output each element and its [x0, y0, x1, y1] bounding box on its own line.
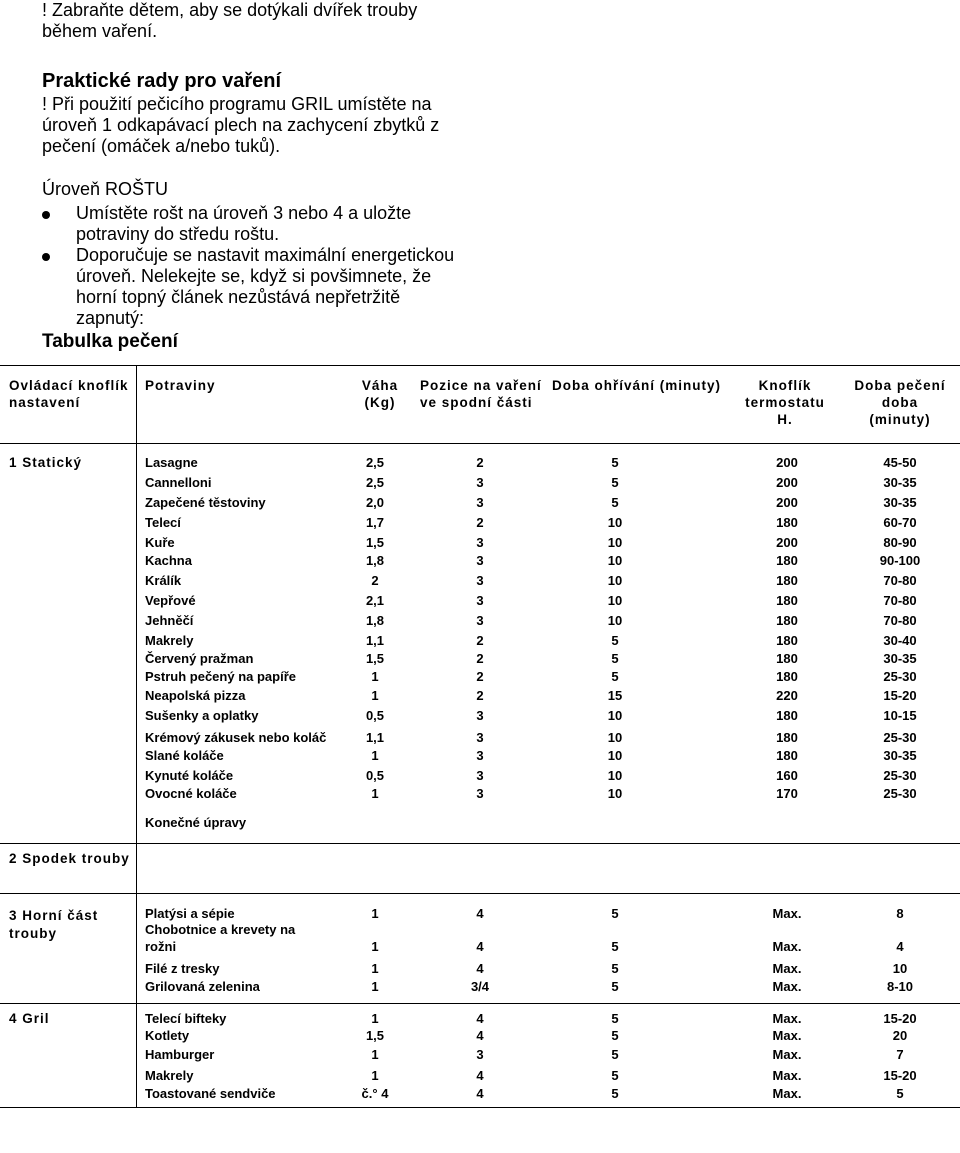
tip-line-1: ! Při použití pečicího programu GRIL umístěte na	[42, 94, 432, 114]
temp-cell: 180	[776, 748, 798, 763]
pre-cell: 10	[607, 613, 623, 628]
group-grill: 4 Gril	[9, 1011, 50, 1026]
group-top	[9, 907, 98, 943]
temp-cell: Max.	[772, 1086, 802, 1101]
pos-cell: 2	[476, 688, 484, 703]
temp-cell: 180	[776, 633, 798, 648]
header-control-line: nastavení	[9, 395, 81, 410]
weight-cell: 2	[371, 573, 379, 588]
time-cell: 70-80	[883, 613, 917, 628]
column-divider	[136, 365, 137, 1107]
temp-cell: 200	[776, 455, 798, 470]
bullet-icon	[42, 253, 50, 261]
weight-cell: 2,0	[365, 495, 385, 510]
pos-cell: 3	[476, 553, 484, 568]
food-cell: Sušenky a oplatky	[145, 708, 259, 723]
temp-cell: 160	[776, 768, 798, 783]
bullet2-line-4: zapnutý:	[76, 308, 145, 328]
temp-cell: Max.	[772, 1047, 802, 1062]
food-cell: Kynuté koláče	[145, 768, 234, 783]
pos-cell: 4	[476, 1086, 484, 1101]
pre-cell: 10	[607, 748, 623, 763]
pre-cell: 5	[611, 1011, 619, 1026]
food-cell: Makrely	[145, 633, 194, 648]
header-food: Potraviny	[145, 378, 216, 393]
food-cell: Filé z tresky	[145, 961, 220, 976]
temp-cell: 180	[776, 593, 798, 608]
time-cell: 30-40	[883, 633, 917, 648]
time-cell: 70-80	[883, 593, 917, 608]
time-cell: 25-30	[883, 768, 917, 783]
pos-cell: 3	[476, 475, 484, 490]
header-preheat: Doba ohřívání (minuty)	[552, 378, 722, 393]
food-cell: Toastované sendviče	[145, 1086, 276, 1101]
weight-cell: 1	[371, 979, 379, 994]
temp-cell: 180	[776, 708, 798, 723]
temp-cell: Max.	[772, 906, 802, 921]
time-cell: 8-10	[886, 979, 914, 994]
pre-cell: 5	[611, 475, 619, 490]
pre-cell: 5	[611, 669, 619, 684]
time-cell: 30-35	[883, 475, 917, 490]
group-divider	[0, 843, 960, 844]
temp-cell: 180	[776, 669, 798, 684]
header-time-line: Doba pečení	[854, 378, 946, 393]
time-cell: 20	[892, 1028, 908, 1043]
rack-heading: Úroveň ROŠTU	[42, 179, 169, 199]
temp-cell: 180	[776, 651, 798, 666]
time-cell: 90-100	[879, 553, 921, 568]
pos-cell: 3	[476, 768, 484, 783]
weight-cell: 1,5	[365, 1028, 385, 1043]
time-cell: 25-30	[883, 730, 917, 745]
header-position-line: Pozice na vaření	[420, 378, 542, 393]
time-cell: 30-35	[883, 748, 917, 763]
pre-cell: 5	[611, 939, 619, 954]
time-cell: 4	[896, 939, 904, 954]
time-cell: 7	[896, 1047, 904, 1062]
pre-cell: 15	[607, 688, 623, 703]
pre-cell: 5	[611, 651, 619, 666]
food-cell: rožni	[145, 939, 177, 954]
header-time-line: (minuty)	[869, 412, 931, 427]
group-bottom: 2 Spodek trouby	[9, 851, 130, 866]
pre-cell: 5	[611, 495, 619, 510]
final-touch-label: Konečné úpravy	[145, 815, 247, 830]
food-cell: Pstruh pečený na papíře	[145, 669, 296, 684]
pos-cell: 4	[476, 1028, 484, 1043]
pos-cell: 4	[476, 1068, 484, 1083]
header-knob-line: H.	[777, 412, 793, 427]
time-cell: 80-90	[883, 535, 917, 550]
header-divider	[0, 443, 960, 444]
pos-cell: 3	[476, 535, 484, 550]
temp-cell: Max.	[772, 939, 802, 954]
warning-line-2: během vaření.	[42, 21, 158, 41]
temp-cell: 170	[776, 786, 798, 801]
temp-cell: 200	[776, 495, 798, 510]
bullet2-line-1: Doporučuje se nastavit maximální energetickou	[76, 245, 455, 265]
pos-cell: 2	[476, 633, 484, 648]
food-cell: Lasagne	[145, 455, 198, 470]
pre-cell: 5	[611, 961, 619, 976]
food-cell: Telecí	[145, 515, 181, 530]
pos-cell: 3	[476, 495, 484, 510]
bullet1-line-1: Umístěte rošt na úroveň 3 nebo 4 a uložte	[76, 203, 412, 223]
pre-cell: 5	[611, 455, 619, 470]
time-cell: 15-20	[883, 688, 917, 703]
time-cell: 10-15	[883, 708, 917, 723]
pos-cell: 3	[476, 613, 484, 628]
pre-cell: 5	[611, 1086, 619, 1101]
temp-cell: 200	[776, 535, 798, 550]
weight-cell: 1	[371, 688, 379, 703]
group-divider	[0, 893, 960, 894]
bullet2-line-3: horní topný článek nezůstává nepřetržitě	[76, 287, 401, 307]
group-top-line: 3 Horní část	[9, 908, 99, 923]
pos-cell: 3	[476, 573, 484, 588]
temp-cell: 180	[776, 730, 798, 745]
food-cell: Ovocné koláče	[145, 786, 237, 801]
temp-cell: 180	[776, 573, 798, 588]
weight-cell: 1,8	[365, 553, 385, 568]
food-cell: Grilovaná zelenina	[145, 979, 260, 994]
pos-cell: 2	[476, 515, 484, 530]
bullet-1	[76, 203, 411, 245]
food-cell: Chobotnice a krevety na	[145, 922, 296, 937]
pos-cell: 2	[476, 669, 484, 684]
header-knob	[735, 377, 835, 428]
weight-cell: 2,5	[365, 475, 385, 490]
pre-cell: 5	[611, 906, 619, 921]
time-cell: 30-35	[883, 651, 917, 666]
food-cell: Kachna	[145, 553, 192, 568]
pos-cell: 4	[476, 1011, 484, 1026]
time-cell: 70-80	[883, 573, 917, 588]
pre-cell: 10	[607, 553, 623, 568]
header-weight-line: Váha	[361, 378, 399, 393]
pos-cell: 3	[476, 1047, 484, 1062]
pos-cell: 4	[476, 906, 484, 921]
temp-cell: 200	[776, 475, 798, 490]
time-cell: 15-20	[883, 1011, 917, 1026]
header-position-line: ve spodní části	[420, 395, 533, 410]
header-weight	[345, 377, 415, 411]
time-cell: 15-20	[883, 1068, 917, 1083]
tip-line-2: úroveň 1 odkapávací plech na zachycení zbytků z	[42, 115, 440, 135]
pos-cell: 3	[476, 786, 484, 801]
pos-cell: 3	[476, 708, 484, 723]
weight-cell: 1	[371, 961, 379, 976]
time-cell: 5	[896, 1086, 904, 1101]
weight-cell: 1	[371, 1047, 379, 1062]
food-cell: Neapolská pizza	[145, 688, 246, 703]
pre-cell: 10	[607, 786, 623, 801]
weight-cell: 2,1	[365, 593, 385, 608]
header-knob-line: Knoflík	[758, 378, 812, 393]
weight-cell: 1	[371, 748, 379, 763]
food-cell: Červený pražman	[145, 651, 254, 666]
weight-cell: 1	[371, 786, 379, 801]
food-cell: Platýsi a sépie	[145, 906, 235, 921]
bullet1-line-2: potraviny do středu roštu.	[76, 224, 280, 244]
pre-cell: 5	[611, 1068, 619, 1083]
weight-cell: 1,1	[365, 730, 385, 745]
header-time	[845, 377, 955, 428]
food-cell: Cannelloni	[145, 475, 212, 490]
warning-line-1: ! Zabraňte dětem, aby se dotýkali dvířek trouby	[42, 0, 418, 20]
time-cell: 10	[892, 961, 908, 976]
pos-cell: 2	[476, 651, 484, 666]
weight-cell: č.° 4	[361, 1086, 389, 1101]
header-knob-line: termostatu	[745, 395, 825, 410]
temp-cell: 180	[776, 553, 798, 568]
table-top-border	[0, 365, 960, 366]
food-cell: Kuře	[145, 535, 175, 550]
time-cell: 45-50	[883, 455, 917, 470]
food-cell: Králík	[145, 573, 182, 588]
pos-cell: 2	[476, 455, 484, 470]
temp-cell: Max.	[772, 1068, 802, 1083]
header-control-line: Ovládací knoflík	[9, 378, 129, 393]
pre-cell: 10	[607, 768, 623, 783]
pre-cell: 10	[607, 535, 623, 550]
food-cell: Telecí bifteky	[145, 1011, 227, 1026]
weight-cell: 1,1	[365, 633, 385, 648]
weight-cell: 1	[371, 906, 379, 921]
group-static: 1 Statický	[9, 455, 83, 470]
weight-cell: 1	[371, 939, 379, 954]
bullet2-line-2: úroveň. Nelekejte se, když si povšimnete, že	[76, 266, 432, 286]
weight-cell: 1	[371, 1068, 379, 1083]
pos-cell: 4	[476, 939, 484, 954]
temp-cell: Max.	[772, 1028, 802, 1043]
pre-cell: 5	[611, 979, 619, 994]
table-title: Tabulka pečení	[42, 331, 178, 352]
weight-cell: 1,5	[365, 535, 385, 550]
temp-cell: 220	[776, 688, 798, 703]
pos-cell: 3	[476, 730, 484, 745]
pre-cell: 10	[607, 515, 623, 530]
weight-cell: 2,5	[365, 455, 385, 470]
group-divider	[0, 1003, 960, 1004]
temp-cell: 180	[776, 613, 798, 628]
time-cell: 8	[896, 906, 904, 921]
weight-cell: 1	[371, 1011, 379, 1026]
tip-line-3: pečení (omáček a/nebo tuků).	[42, 136, 281, 156]
bullet-icon	[42, 211, 50, 219]
food-cell: Hamburger	[145, 1047, 215, 1062]
pre-cell: 10	[607, 573, 623, 588]
time-cell: 30-35	[883, 495, 917, 510]
pre-cell: 5	[611, 1028, 619, 1043]
pre-cell: 10	[607, 593, 623, 608]
food-cell: Krémový zákusek nebo koláč	[145, 730, 327, 745]
header-time-line: doba	[881, 395, 919, 410]
food-cell: Jehněčí	[145, 613, 194, 628]
tips-heading: Praktické rady pro vaření	[42, 70, 282, 92]
time-cell: 60-70	[883, 515, 917, 530]
pos-cell: 3/4	[470, 979, 490, 994]
weight-cell: 1	[371, 669, 379, 684]
food-cell: Kotlety	[145, 1028, 190, 1043]
pos-cell: 4	[476, 961, 484, 976]
food-cell: Vepřové	[145, 593, 196, 608]
child-warning	[42, 0, 417, 42]
time-cell: 25-30	[883, 786, 917, 801]
temp-cell: Max.	[772, 979, 802, 994]
weight-cell: 0,5	[365, 708, 385, 723]
group-top-line: trouby	[9, 926, 57, 941]
header-weight-line: (Kg)	[364, 395, 396, 410]
weight-cell: 1,8	[365, 613, 385, 628]
pos-cell: 3	[476, 593, 484, 608]
time-cell: 25-30	[883, 669, 917, 684]
temp-cell: 180	[776, 515, 798, 530]
header-control	[9, 377, 129, 411]
table-bottom-border	[0, 1107, 960, 1108]
weight-cell: 0,5	[365, 768, 385, 783]
grill-tip	[42, 94, 439, 157]
temp-cell: Max.	[772, 961, 802, 976]
food-cell: Makrely	[145, 1068, 194, 1083]
pre-cell: 10	[607, 730, 623, 745]
header-position	[420, 377, 542, 411]
temp-cell: Max.	[772, 1011, 802, 1026]
bullet-2	[76, 245, 454, 329]
pre-cell: 5	[611, 633, 619, 648]
food-cell: Zapečené těstoviny	[145, 495, 266, 510]
food-cell: Slané koláče	[145, 748, 224, 763]
pre-cell: 5	[611, 1047, 619, 1062]
pos-cell: 3	[476, 748, 484, 763]
pre-cell: 10	[607, 708, 623, 723]
weight-cell: 1,5	[365, 651, 385, 666]
weight-cell: 1,7	[365, 515, 385, 530]
